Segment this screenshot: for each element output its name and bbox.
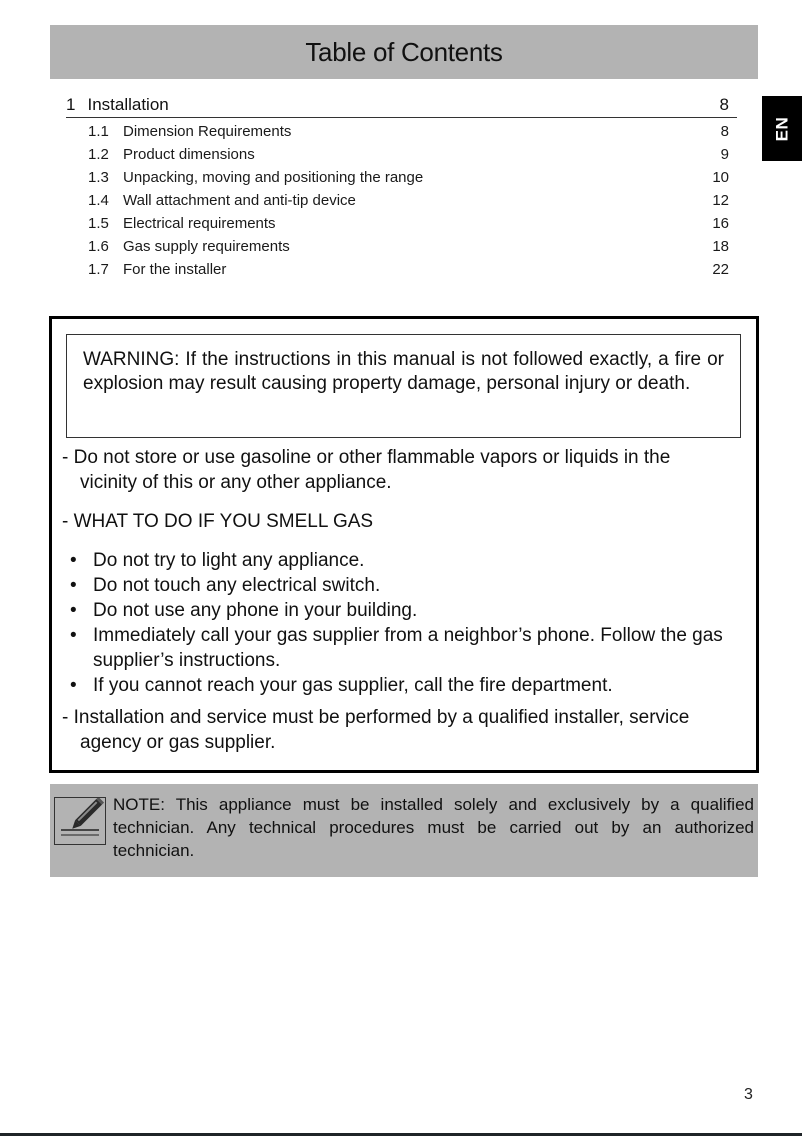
toc-chapter-number: 1 <box>66 95 76 114</box>
toc-entry-page: 10 <box>712 169 729 186</box>
instruction-text: If you cannot reach your gas supplier, call the fire department. <box>93 675 613 696</box>
toc-entry-label: Dimension Requirements <box>123 123 292 140</box>
toc-entry[interactable] <box>66 120 737 143</box>
toc-entry-page: 9 <box>720 146 729 163</box>
instruction-item <box>70 598 742 623</box>
pencil-note-icon <box>54 797 106 845</box>
toc-entry-page: 16 <box>712 215 729 232</box>
toc-chapter-label: Installation <box>87 95 169 114</box>
toc-entry-number: 1.7 <box>88 261 109 278</box>
toc-entry[interactable] <box>66 212 737 235</box>
instruction-item <box>70 673 742 698</box>
note-box <box>50 784 758 877</box>
bullet-icon: • <box>70 625 77 646</box>
bullet-icon: • <box>70 575 77 596</box>
smell-gas-heading: - WHAT TO DO IF YOU SMELL GAS <box>62 511 374 532</box>
toc-header-bar <box>50 25 758 79</box>
toc-entry-number: 1.3 <box>88 169 109 186</box>
gas-warning-box <box>49 316 759 773</box>
flammable-line-1: - Do not store or use gasoline or other flammable vapors or liquids in the <box>62 447 671 468</box>
toc-entry-number: 1.5 <box>88 215 109 232</box>
instruction-item <box>70 548 742 573</box>
installer-line-2: agency or gas supplier. <box>80 732 276 753</box>
installer-line-1: - Installation and service must be performed by a qualified installer, service <box>62 707 690 728</box>
toc-entry[interactable] <box>66 166 737 189</box>
toc-entry-label: Gas supply requirements <box>123 238 290 255</box>
page-number: 3 <box>744 1086 753 1103</box>
instruction-item <box>70 623 742 673</box>
warning-headline-box <box>66 334 741 438</box>
toc-entry-page: 8 <box>720 123 729 140</box>
toc-entry-number: 1.1 <box>88 123 109 140</box>
toc-entry[interactable] <box>66 258 737 281</box>
bullet-icon: • <box>70 675 77 696</box>
toc-entry[interactable] <box>66 235 737 258</box>
qualified-installer-warning <box>62 705 742 755</box>
toc-chapter-row[interactable] <box>66 92 737 118</box>
note-text: NOTE: This appliance must be installed solely and exclusively by a qualified technician. Any technical procedures must be carried out by an authorized technician. <box>113 795 754 860</box>
table-of-contents <box>66 92 737 281</box>
instruction-text: Do not try to light any appliance. <box>93 550 365 571</box>
toc-entry-number: 1.6 <box>88 238 109 255</box>
page-title: Table of Contents <box>305 36 503 67</box>
instruction-text: Immediately call your gas supplier from a neighbor’s phone. Follow the gas supplier’s instructions. <box>93 625 723 671</box>
instruction-text: Do not touch any electrical switch. <box>93 575 381 596</box>
instruction-item <box>70 573 742 598</box>
toc-entry-page: 18 <box>712 238 729 255</box>
toc-entry[interactable] <box>66 143 737 166</box>
instruction-text: Do not use any phone in your building. <box>93 600 418 621</box>
bullet-icon: • <box>70 600 77 621</box>
language-tab-label: EN <box>772 116 791 141</box>
toc-entry-label: Unpacking, moving and positioning the range <box>123 169 424 186</box>
toc-entry-label: Electrical requirements <box>123 215 276 232</box>
language-tab <box>762 96 802 161</box>
toc-entry-number: 1.4 <box>88 192 109 209</box>
toc-entry-page: 12 <box>712 192 729 209</box>
smell-gas-instructions <box>70 548 742 698</box>
toc-entry-number: 1.2 <box>88 146 109 163</box>
toc-chapter-page: 8 <box>719 95 729 114</box>
bullet-icon: • <box>70 550 77 571</box>
flammable-line-2: vicinity of this or any other appliance. <box>80 472 392 493</box>
toc-entry-label: For the installer <box>123 261 227 278</box>
toc-entry[interactable] <box>66 189 737 212</box>
toc-entry-page: 22 <box>712 261 729 278</box>
warning-headline: WARNING: If the instructions in this manual is not followed exactly, a fire or explosion may result causing property damage, personal injury or death. <box>83 349 724 394</box>
toc-entry-label: Wall attachment and anti-tip device <box>123 192 356 209</box>
toc-entry-label: Product dimensions <box>123 146 255 163</box>
flammable-vapors-warning <box>62 445 742 495</box>
